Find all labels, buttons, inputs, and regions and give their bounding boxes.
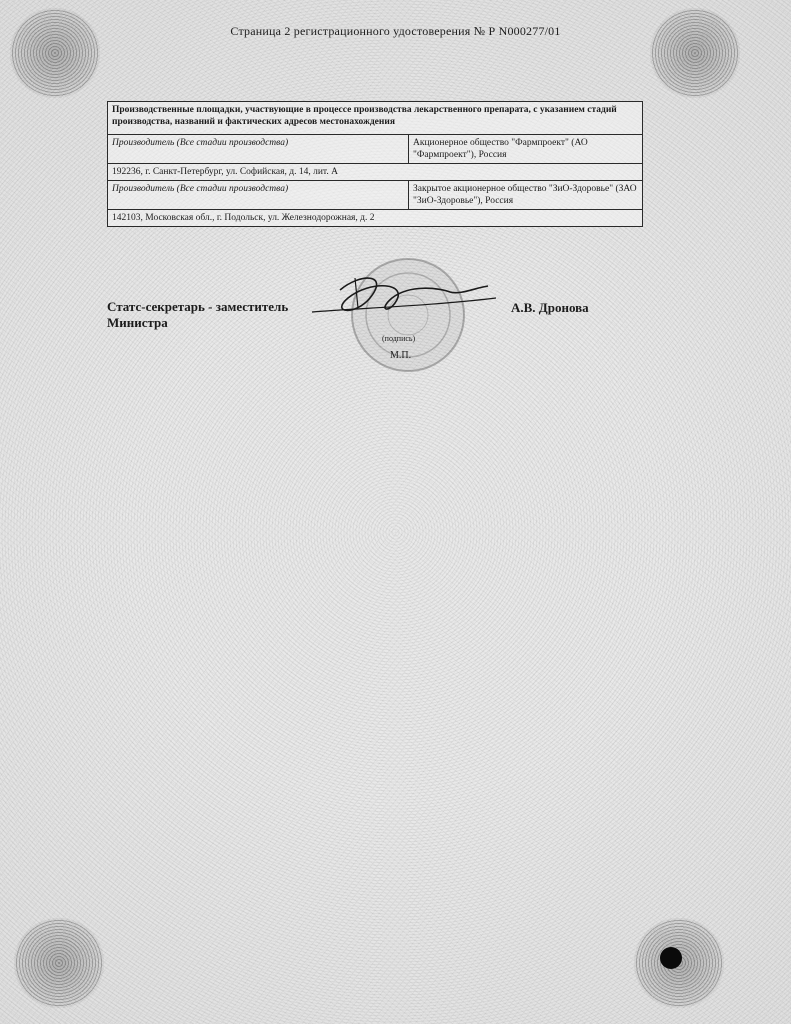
signature-caption: (подпись) (382, 334, 416, 343)
production-sites-table (107, 101, 643, 227)
table-row (108, 164, 643, 181)
site-company: Закрытое акционерное общество "ЗиО-Здоровье" (ЗАО "ЗиО-Здоровье"), Россия (409, 181, 643, 210)
handwritten-signature (300, 268, 500, 338)
site-address: 142103, Московская обл., г. Подольск, ул. Железнодорожная, д. 2 (108, 210, 643, 227)
corner-rosette-top-right (650, 8, 740, 98)
corner-rosette-top-left (10, 8, 100, 98)
corner-rosette-bottom-left (14, 918, 104, 1008)
site-role: Производитель (Все стадии производства) (108, 135, 409, 164)
table-row (108, 210, 643, 227)
punch-hole-mark (660, 947, 682, 969)
official-title-line: Министра (107, 315, 168, 330)
official-title-line: Статс-секретарь - заместитель (107, 299, 289, 314)
seal-caption: М.П. (390, 350, 412, 361)
site-role: Производитель (Все стадии производства) (108, 181, 409, 210)
table-heading: Производственные площадки, участвующие в процессе производства лекарственного препарата, с указанием стадий производства, названий и фактических адресов местонахождения (108, 102, 643, 135)
page-header: Страница 2 регистрационного удостоверения № Р N000277/01 (230, 24, 561, 38)
official-title (107, 299, 288, 331)
site-company: Акционерное общество "Фармпроект" (АО "Фармпроект"), Россия (409, 135, 643, 164)
table-row (108, 135, 643, 164)
table-row (108, 181, 643, 210)
table-heading-row (108, 102, 643, 135)
site-address: 192236, г. Санкт-Петербург, ул. Софийская, д. 14, лит. А (108, 164, 643, 181)
signer-name: А.В. Дронова (511, 300, 589, 315)
